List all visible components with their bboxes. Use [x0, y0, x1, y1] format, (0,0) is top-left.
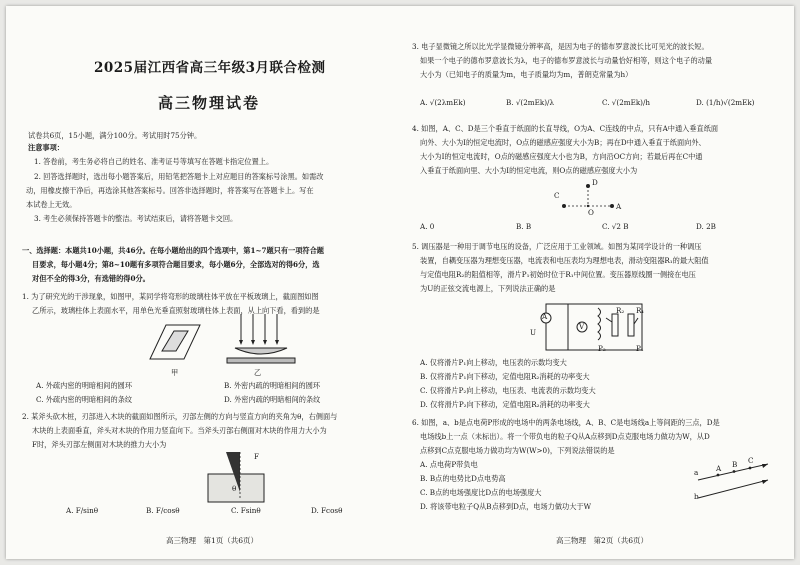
q6-option-b[interactable]: B. B点的电势比D点电势高	[420, 474, 506, 483]
q6-label-point-c: C	[748, 456, 754, 465]
exam-info: 试卷共6页，15小题，满分100分。考试用时75分钟。	[28, 131, 202, 140]
section-heading: 对但不全的得3分，有选错的得0分。	[32, 274, 150, 283]
q1-option-c[interactable]: C. 外疏内密的明暗相间的条纹	[36, 395, 133, 404]
q4-label-a: A	[616, 202, 622, 211]
q1-option-a[interactable]: A. 外疏内密的明暗相间的圆环	[36, 381, 133, 390]
question-4-text: 大小为I的恒定电流时，O点的磁感应强度大小也为B，方向沿OC方向；若最后再在C中通	[420, 152, 703, 161]
page-1	[6, 6, 404, 559]
q2-option-a[interactable]: A. F/sinθ	[66, 506, 99, 515]
q6-option-d[interactable]: D. 将该带电粒子Q从B点移到D点，电场力做功大于W	[420, 502, 591, 511]
q5-label-voltmeter: V	[579, 322, 585, 331]
note-line: 1. 答卷前，考生务必将自己的姓名、准考证号等填写在答题卡指定位置上。	[34, 157, 274, 166]
q1-option-b[interactable]: B. 外密内疏的明暗相间的圆环	[224, 381, 321, 390]
q5-label-p2: P₂	[598, 344, 606, 353]
q3-option-d[interactable]: D. (1/h)√(2mEk)	[696, 98, 755, 107]
question-2-text: 2. 某斧头砍木桩，刃部进入木块的截面如图所示，刃部左侧的方向与竖直方向的夹角为θ，右侧面与	[22, 412, 338, 421]
q4-option-d[interactable]: D. 2B	[696, 222, 716, 231]
q5-label-p1: P₁	[636, 344, 644, 353]
question-2-text: F时，斧头刃部左侧面对木块的推力大小为	[32, 440, 167, 449]
question-5-text: 为U的正弦交流电源上，下列说法正确的是	[420, 284, 556, 293]
question-1-text: 1. 为了研究光的干涉现象，如图甲，某同学将弯形的玻璃柱体平放在平板玻璃上，截面图如图	[22, 292, 319, 301]
q5-option-d[interactable]: D. 仅将滑片P₂向下移动，定值电阻R₂消耗的功率变大	[420, 400, 590, 409]
question-4-text: 向外、大小为I的恒定电流时，O点的磁感应强度大小为B；再在D中通入垂直于纸面向外、	[420, 138, 706, 147]
q2-option-c[interactable]: C. Fsinθ	[231, 506, 261, 515]
q5-label-u: U	[530, 328, 537, 337]
q6-label-b-line: b	[694, 492, 699, 501]
q6-option-a[interactable]: A. 点电荷P带负电	[420, 460, 478, 469]
notes-title: 注意事项：	[28, 143, 64, 152]
q1-figure-jia	[144, 319, 204, 367]
question-5-text: 与定值电阻R₂的阻值相等，滑片P₁初始时位于R₁中间位置。变压器原线圈一侧接在电压	[420, 270, 696, 279]
paper-subtitle: 高三物理试卷	[158, 94, 261, 112]
q1-option-d[interactable]: D. 外密内疏的明暗相间的条纹	[224, 395, 321, 404]
q4-option-a[interactable]: A. 0	[420, 222, 435, 231]
q5-circuit-figure	[538, 298, 648, 356]
q4-label-d: D	[592, 178, 598, 187]
question-4-text: 入垂直于纸面向里、大小为I的恒定电流，则O点的磁感应强度大小为	[420, 166, 638, 175]
q2-option-b[interactable]: B. F/cosθ	[146, 506, 180, 515]
section-heading: 一、选择题：本题共10小题，共46分。在每小题给出的四个选项中，第1~7题只有一项符合题	[22, 246, 324, 255]
page-2	[406, 6, 794, 559]
question-6-text: 6. 如图，a、b是点电荷P形成的电场中的两条电场线，A、B、C是电场线a上等间距的三点，D是	[412, 418, 720, 427]
q5-label-r1: R₁	[636, 306, 645, 315]
q5-option-a[interactable]: A. 仅将滑片P₁向上移动，电压表的示数均变大	[420, 358, 567, 367]
q6-label-a-line: a	[694, 468, 699, 477]
question-3-text: 大小为（已知电子的质量为m，电子质量均为m，普朗克常量为h）	[420, 70, 633, 79]
q3-option-b[interactable]: B. √(2mEk)/λ	[506, 98, 555, 107]
note-line: 本试卷上无效。	[26, 200, 77, 209]
q4-label-o: O	[588, 208, 594, 217]
q6-label-point-b: B	[732, 460, 738, 469]
note-line: 3. 考生必须保持答题卡的整洁。考试结束后，请将答题卡交回。	[34, 214, 238, 223]
question-1-text: 乙所示，玻璃柱体上表面水平，用单色光垂直照射玻璃柱体上表面，从上向下看，看到的是	[32, 306, 320, 315]
q3-option-c[interactable]: C. √(2mEk)/h	[602, 98, 651, 107]
q2-option-d[interactable]: D. Fcosθ	[311, 506, 343, 515]
question-3-text: 如果一个电子的德布罗意波长为λ，电子的德布罗意波长与动量恰好相等，则这个电子的动量	[420, 56, 713, 65]
q6-option-c[interactable]: C. B点的电场强度比D点的电场强度大	[420, 488, 542, 497]
question-5-text: 5. 调压器是一种用于调节电压的设备，广泛应用于工业领域。如图为某同学设计的一种调压	[412, 242, 702, 251]
q1-figure-yi-label: 乙	[254, 368, 262, 377]
exam-title: 2025届江西省高三年级3月联合检测	[94, 60, 326, 76]
q5-label-ammeter: A	[542, 312, 548, 321]
page-1-footer: 高三物理 第1页（共6页）	[166, 536, 259, 545]
q4-label-c: C	[554, 191, 560, 200]
q6-label-point-a: A	[716, 464, 722, 473]
section-heading: 目要求，每小题4分；第8~10题有多项符合题目要求，每小题6分，全部选对的得6分，选	[32, 260, 320, 269]
q1-figure-yi	[221, 314, 301, 366]
note-line: 2. 回答选择题时，选出每小题答案后，用铅笔把答题卡上对应题目的答案标号涂黑。如需改	[34, 172, 324, 181]
q3-option-a[interactable]: A. √(2λmEk)	[420, 98, 466, 107]
q4-option-c[interactable]: C. √2 B	[602, 222, 629, 231]
q2-figure-theta-label: θ	[232, 484, 237, 493]
page-2-footer: 高三物理 第2页（共6页）	[556, 536, 649, 545]
question-3-text: 3. 电子显微镜之所以比光学显微镜分辨率高，是因为电子的德布罗意波长比可见光的波长短。	[412, 42, 709, 51]
q2-figure-f-label: F	[254, 452, 259, 461]
q5-option-b[interactable]: B. 仅将滑片P₁向下移动，定值电阻R₂消耗的功率变大	[420, 372, 590, 381]
question-6-text: 电场线b上一点（未标出）。将一个带负电的粒子Q从A点移到D点克服电场力做功为W，从D	[420, 432, 710, 441]
q5-option-c[interactable]: C. 仅将滑片P₂向上移动，电压表、电流表的示数均变大	[420, 386, 596, 395]
note-line: 动，用橡皮擦干净后，再选涂其他答案标号。回答非选择题时，将答案写在答题卡上。写在	[26, 186, 314, 195]
q5-label-r2: R₂	[616, 306, 625, 315]
question-4-text: 4. 如图，A、C、D是三个垂直于纸面的长直导线，O为A、C连线的中点，只有A中通入垂直纸面	[412, 124, 719, 133]
question-6-text: 点移到C点克服电场力做功均为W(W>0)，下列说法错误的是	[420, 446, 615, 455]
exam-sheet	[6, 6, 794, 559]
question-2-text: 木块的上表面垂直，斧头对木块的作用力竖直向下。当斧头刃部右侧面对木块的作用力大小为	[32, 426, 327, 435]
question-5-text: 装置，自耦变压器为理想变压器，电流表和电压表均为理想电表，滑动变阻器R₁的最大阻值	[420, 256, 709, 265]
q4-option-b[interactable]: B. B	[516, 222, 532, 231]
q1-figure-jia-label: 甲	[171, 368, 179, 377]
